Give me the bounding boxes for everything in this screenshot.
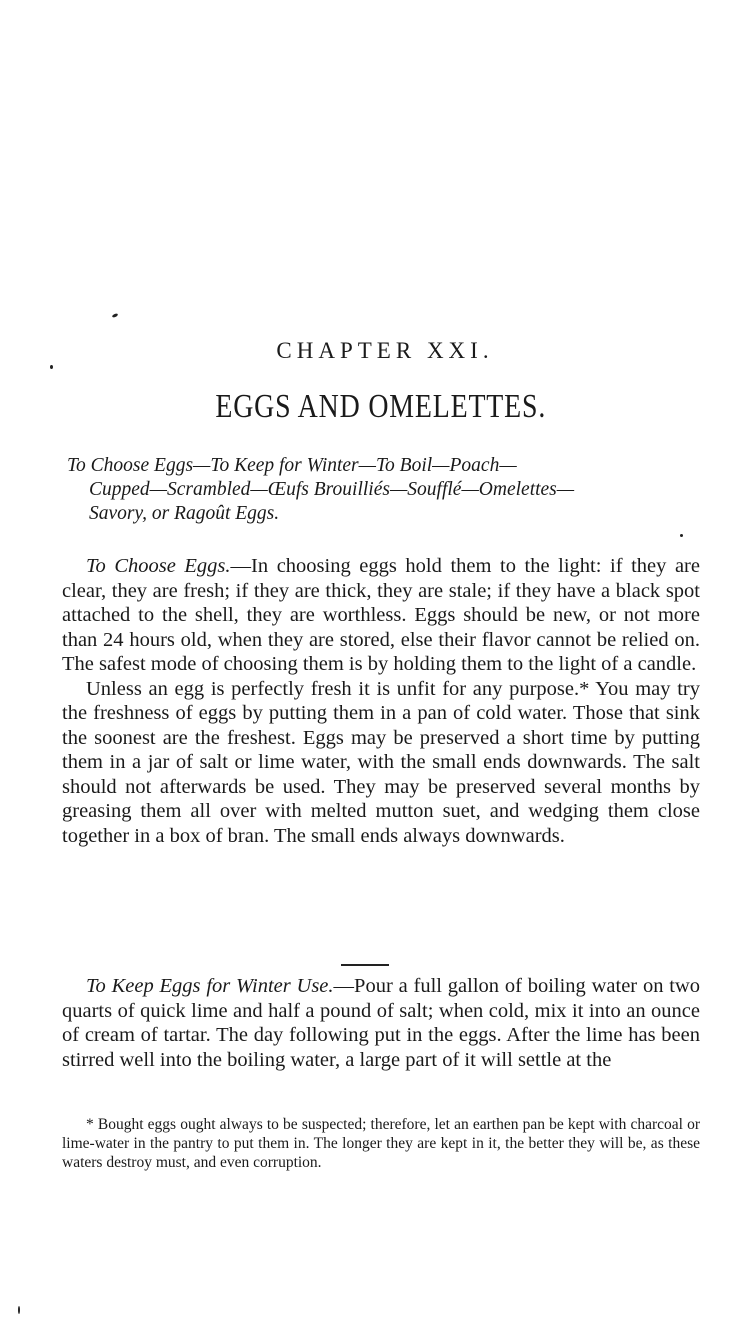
paragraph-text: —In choosing eggs hold them to the light: if they are clear, they are fresh; if they are thick, they are stale; if they have a black spot attached to the shell, they are worthless. Eggs should be new, or not more than 24 hours old, when they are stored, else their flavor cannot be relied on. The safest mode of choosing them is by holding them to the light of a candle. bbox=[62, 555, 700, 675]
footnote: * Bought eggs ought always to be suspected; therefore, let an earthen pan be kept with charcoal or lime-water in the pantry to put them in. The longer they are kept in it, the better they will be, as these waters destroy must, and even corruption. bbox=[62, 1116, 700, 1171]
section-choose-eggs bbox=[62, 554, 700, 848]
chapter-number: CHAPTER XXI. bbox=[276, 338, 494, 363]
contents-line: To Choose Eggs—To Keep for Winter—To Boil—Poach— bbox=[67, 455, 517, 476]
contents-line: Cupped—Scrambled—Œufs Brouilliés—Soufflé—Omelettes— bbox=[89, 479, 575, 500]
paragraph: Unless an egg is perfectly fresh it is unfit for any purpose.* You may try the freshness of eggs by putting them in a pan of cold water. Those that sink the soonest are the freshest. Eggs may be preserved a short time by putting them in a jar of salt or lime water, with the small ends downwards. The salt should not afterwards be used. They may be preserved several months by greasing them all over with melted mutton suet, and wedging them close together in a box of bran. The small ends always downwards. bbox=[62, 677, 700, 847]
ink-speck bbox=[112, 313, 119, 318]
paragraph bbox=[62, 554, 700, 677]
ink-speck bbox=[18, 1306, 20, 1314]
chapter-title: EGGS AND OMELETTES. bbox=[215, 388, 547, 425]
section-keep-eggs bbox=[62, 974, 700, 1072]
section-heading: To Choose Eggs. bbox=[86, 555, 231, 577]
paragraph bbox=[62, 974, 700, 1072]
contents-line: Savory, or Ragoût Eggs. bbox=[89, 503, 280, 524]
chapter-contents bbox=[67, 454, 707, 526]
paragraph-text: —Pour a full gallon of boiling water on two quarts of quick lime and half a pound of salt; when cold, mix it into an ounce of cream of tartar. The day following put in the eggs. After the lime has been stirred well into the boiling water, a large part of it will settle at the bbox=[62, 975, 700, 1071]
section-heading: To Keep Eggs for Winter Use. bbox=[86, 975, 334, 997]
section-divider bbox=[341, 964, 389, 966]
ink-speck bbox=[680, 534, 683, 537]
ink-speck bbox=[50, 365, 53, 369]
